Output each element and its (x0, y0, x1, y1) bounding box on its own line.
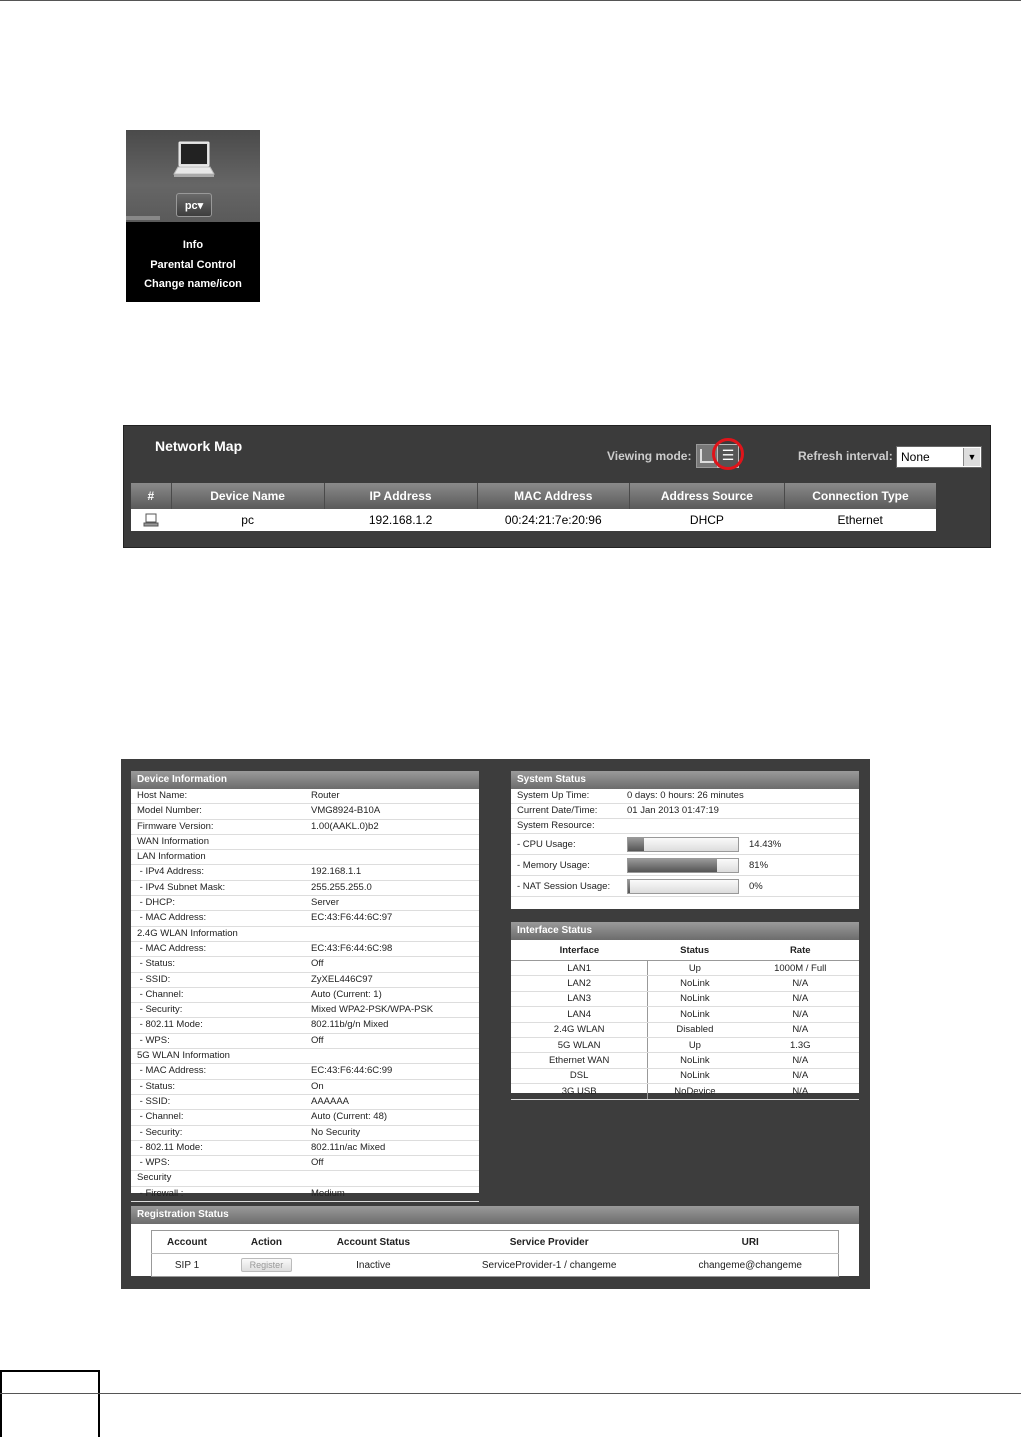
table-row (511, 961, 859, 976)
cpu-usage-bar (627, 837, 739, 852)
status-cell: NoLink (648, 1007, 742, 1022)
info-row (131, 1156, 479, 1171)
account-cell: SIP 1 (174, 1259, 200, 1271)
column-header-account: Account (152, 1231, 223, 1254)
rate-cell: N/A (741, 1068, 859, 1083)
info-row (131, 988, 479, 1003)
current-datetime-value: 01 Jan 2013 01:47:19 (627, 805, 719, 816)
info-value: Medium (311, 1187, 345, 1199)
info-value (311, 927, 479, 941)
info-value (311, 850, 479, 864)
interface-cell: 2.4G WLAN (511, 1022, 648, 1037)
row-device-icon (131, 509, 171, 531)
status-cell: NoLink (648, 1068, 742, 1083)
info-row (131, 865, 479, 880)
info-row (131, 1187, 479, 1202)
info-row (131, 850, 479, 865)
interface-cell: 5G WLAN (511, 1037, 648, 1052)
info-row (131, 1141, 479, 1156)
column-header-account-status: Account Status (311, 1231, 436, 1254)
rate-cell: 1.3G (741, 1037, 859, 1052)
info-value: Auto (Current: 48) (311, 1111, 388, 1123)
ip-address-cell: 192.168.1.2 (324, 509, 477, 531)
info-label: - Channel: (137, 1111, 184, 1123)
column-header-service-provider: Service Provider (436, 1231, 663, 1254)
system-resource-value (627, 819, 859, 833)
menu-item-change-name-icon[interactable]: Change name/icon (144, 278, 242, 290)
table-row (511, 976, 859, 991)
info-value: EC:43:F6:44:6C:98 (311, 942, 393, 954)
column-header-mac-address: MAC Address (477, 483, 629, 509)
rate-cell: N/A (741, 991, 859, 1006)
system-status-panel (511, 771, 859, 909)
table-row (152, 1254, 839, 1277)
address-source-cell: DHCP (629, 509, 784, 531)
info-value: EC:43:F6:44:6C:97 (311, 912, 393, 924)
network-map-panel (123, 425, 991, 548)
column-header-uri: URI (662, 1231, 838, 1254)
info-row (131, 927, 479, 942)
table-row (511, 1084, 859, 1099)
registration-status-panel (131, 1206, 859, 1276)
info-value (311, 1171, 479, 1185)
column-header-device-name: Device Name (171, 483, 324, 509)
info-row (131, 1126, 479, 1141)
info-value: Off (311, 958, 324, 970)
info-value: EC:43:F6:44:6C:99 (311, 1065, 393, 1077)
column-header-interface: Interface (511, 940, 648, 961)
status-cell: NoLink (648, 1053, 742, 1068)
info-label: - WPS: (137, 1034, 170, 1046)
rate-cell: N/A (741, 1053, 859, 1068)
info-row (131, 1095, 479, 1110)
info-row (131, 881, 479, 896)
laptop-icon (143, 513, 159, 527)
device-card-shine (126, 216, 160, 220)
current-datetime-row (511, 804, 859, 819)
info-value: ZyXEL446C97 (311, 973, 373, 985)
info-label: - Status: (137, 958, 176, 970)
nat-session-usage-value: 0% (749, 880, 763, 892)
refresh-interval-select[interactable] (896, 446, 982, 468)
account-status-cell: Inactive (356, 1259, 391, 1271)
registration-status-title: Registration Status (131, 1206, 859, 1224)
info-label: - MAC Address: (137, 1065, 207, 1077)
info-label: Firmware Version: (137, 820, 214, 832)
status-cell: NoLink (648, 976, 742, 991)
refresh-interval-value: None (901, 450, 930, 464)
cpu-usage-row (511, 834, 859, 855)
system-uptime-row (511, 789, 859, 804)
system-resource-row (511, 819, 859, 834)
info-row (131, 1171, 479, 1186)
mac-address-cell: 00:24:21:7e:20:96 (477, 509, 629, 531)
page-number-box (0, 1370, 100, 1437)
page-footer-rule (0, 1393, 1021, 1394)
device-context-menu (126, 222, 260, 302)
table-row[interactable] (131, 509, 936, 531)
interface-cell: LAN3 (511, 991, 648, 1006)
info-row (131, 973, 479, 988)
interface-cell: 3G USB (511, 1084, 648, 1099)
info-row (131, 820, 479, 835)
memory-usage-bar (627, 858, 739, 873)
menu-item-info[interactable]: Info (182, 239, 204, 251)
info-label: Model Number: (137, 805, 202, 817)
info-label: - SSID: (137, 1095, 171, 1107)
device-name-cell: pc (171, 509, 324, 531)
info-label: 5G WLAN Information (137, 1050, 230, 1062)
info-label: - Security: (137, 1004, 183, 1016)
status-cell: Disabled (648, 1022, 742, 1037)
register-button[interactable]: Register (241, 1258, 293, 1272)
info-label: - 802.11 Mode: (137, 1141, 203, 1153)
connection-type-cell: Ethernet (784, 509, 936, 531)
device-card-header (126, 130, 260, 222)
table-row (511, 1007, 859, 1022)
info-row (131, 1018, 479, 1033)
device-name-label: pc (184, 200, 198, 212)
column-header-action: Action (222, 1231, 311, 1254)
info-label: - IPv4 Address: (137, 866, 205, 878)
status-dashboard (121, 759, 870, 1289)
memory-usage-fill (628, 859, 717, 872)
memory-usage-value: 81% (749, 859, 769, 871)
info-label: - WPS: (137, 1157, 170, 1169)
status-cell: Up (648, 1037, 742, 1052)
viewing-mode-label: Viewing mode: (607, 449, 692, 463)
device-information-list (131, 789, 479, 1202)
column-header-ip-address: IP Address (324, 483, 477, 509)
column-header-connection-type: Connection Type (784, 483, 936, 509)
current-datetime-label: Current Date/Time: (517, 805, 598, 816)
info-row (131, 1034, 479, 1049)
interface-cell: LAN2 (511, 976, 648, 991)
interface-cell: LAN4 (511, 1007, 648, 1022)
table-row (511, 1022, 859, 1037)
page-top-rule (0, 0, 1021, 1)
info-value: 802.11n/ac Mixed (311, 1141, 386, 1153)
info-value: On (311, 1080, 324, 1092)
info-row (131, 835, 479, 850)
nat-session-usage-row (511, 876, 859, 897)
info-value: No Security (311, 1126, 361, 1138)
info-value: 802.11b/g/n Mixed (311, 1019, 389, 1031)
laptop-icon (170, 138, 218, 186)
info-value: Off (311, 1157, 324, 1169)
rate-cell: N/A (741, 1007, 859, 1022)
table-row (511, 1068, 859, 1083)
column-header-address-source: Address Source (629, 483, 784, 509)
info-row (131, 1003, 479, 1018)
nat-session-usage-fill (628, 880, 630, 893)
info-label: - DHCP: (137, 897, 175, 909)
info-row (131, 1110, 479, 1125)
column-header-number: # (131, 483, 171, 509)
info-value: 255.255.255.0 (311, 881, 372, 893)
rate-cell: 1000M / Full (741, 961, 859, 976)
memory-usage-label: - Memory Usage: (517, 859, 590, 871)
rate-cell: N/A (741, 976, 859, 991)
info-label: LAN Information (137, 851, 206, 863)
info-row (131, 1064, 479, 1079)
list-view-icon[interactable]: ☰ (717, 444, 739, 468)
menu-item-parental-control[interactable]: Parental Control (150, 258, 236, 271)
info-row (131, 942, 479, 957)
info-value: 192.168.1.1 (311, 866, 362, 878)
refresh-interval-label: Refresh interval: (798, 449, 893, 463)
device-information-panel (131, 771, 479, 1199)
info-value (311, 1049, 479, 1063)
info-label: - IPv4 Subnet Mask: (137, 881, 226, 893)
info-row (131, 911, 479, 926)
highlight-circle (712, 438, 744, 470)
table-row (511, 1053, 859, 1068)
info-label: Security (137, 1172, 172, 1184)
memory-usage-row (511, 855, 859, 876)
info-row (131, 789, 479, 804)
info-row (131, 896, 479, 911)
info-row (131, 804, 479, 819)
info-label: - MAC Address: (137, 912, 207, 924)
info-value: VMG8924-B10A (311, 805, 381, 817)
status-cell: Up (648, 961, 742, 976)
interface-cell: Ethernet WAN (511, 1053, 648, 1068)
network-map-title: Network Map (155, 438, 243, 454)
info-value: Router (311, 790, 340, 801)
status-cell: NoDevice (648, 1084, 742, 1099)
status-cell: NoLink (648, 991, 742, 1006)
uri-cell: changeme@changeme (698, 1259, 802, 1271)
info-value: AAAAAA (311, 1095, 350, 1107)
table-row (511, 1037, 859, 1052)
interface-cell: DSL (511, 1068, 648, 1083)
info-label: - Status: (137, 1080, 176, 1092)
info-label: - Firewall : (137, 1187, 184, 1199)
action-cell (222, 1254, 311, 1277)
info-row (131, 1049, 479, 1064)
system-resource-label: System Resource: (517, 820, 595, 831)
info-label: - SSID: (137, 973, 171, 985)
nat-session-usage-label: - NAT Session Usage: (517, 880, 611, 892)
column-header-rate: Rate (741, 940, 859, 961)
info-label: 2.4G WLAN Information (137, 927, 238, 939)
info-value (311, 835, 479, 849)
table-row (511, 991, 859, 1006)
info-label: - 802.11 Mode: (137, 1019, 203, 1031)
interface-status-panel (511, 922, 859, 1097)
rate-cell: N/A (741, 1022, 859, 1037)
cpu-usage-label: - CPU Usage: (517, 838, 576, 850)
info-label: - Security: (137, 1126, 183, 1138)
device-table (131, 483, 936, 531)
system-uptime-value: 0 days: 0 hours: 26 minutes (627, 790, 744, 801)
info-value: Auto (Current: 1) (311, 988, 382, 1000)
info-value: 1.00(AAKL.0)b2 (311, 820, 379, 832)
info-label: WAN Information (137, 835, 209, 847)
rate-cell: N/A (741, 1084, 859, 1099)
info-value: Server (311, 897, 339, 909)
service-provider-cell: ServiceProvider-1 / changeme (481, 1259, 617, 1271)
device-name-button[interactable]: pc▾ (176, 193, 212, 217)
info-row (131, 1080, 479, 1095)
interface-status-table (511, 940, 859, 1100)
chevron-down-icon[interactable]: ▼ (963, 448, 980, 466)
cpu-usage-fill (628, 838, 644, 851)
system-status-title: System Status (511, 771, 859, 789)
interface-cell: LAN1 (511, 961, 648, 976)
info-label: Host Name: (137, 790, 188, 801)
info-row (131, 957, 479, 972)
registration-status-table (151, 1230, 839, 1277)
device-card (126, 130, 260, 302)
info-label: - MAC Address: (137, 942, 207, 954)
nat-session-usage-bar (627, 879, 739, 894)
device-information-title: Device Information (131, 771, 479, 789)
info-value: Off (311, 1034, 324, 1046)
interface-status-title: Interface Status (511, 922, 859, 940)
info-value: Mixed WPA2-PSK/WPA-PSK (311, 1004, 434, 1016)
info-label: - Channel: (137, 988, 184, 1000)
cpu-usage-value: 14.43% (749, 838, 782, 850)
system-uptime-label: System Up Time: (517, 790, 590, 801)
column-header-status: Status (648, 940, 742, 961)
